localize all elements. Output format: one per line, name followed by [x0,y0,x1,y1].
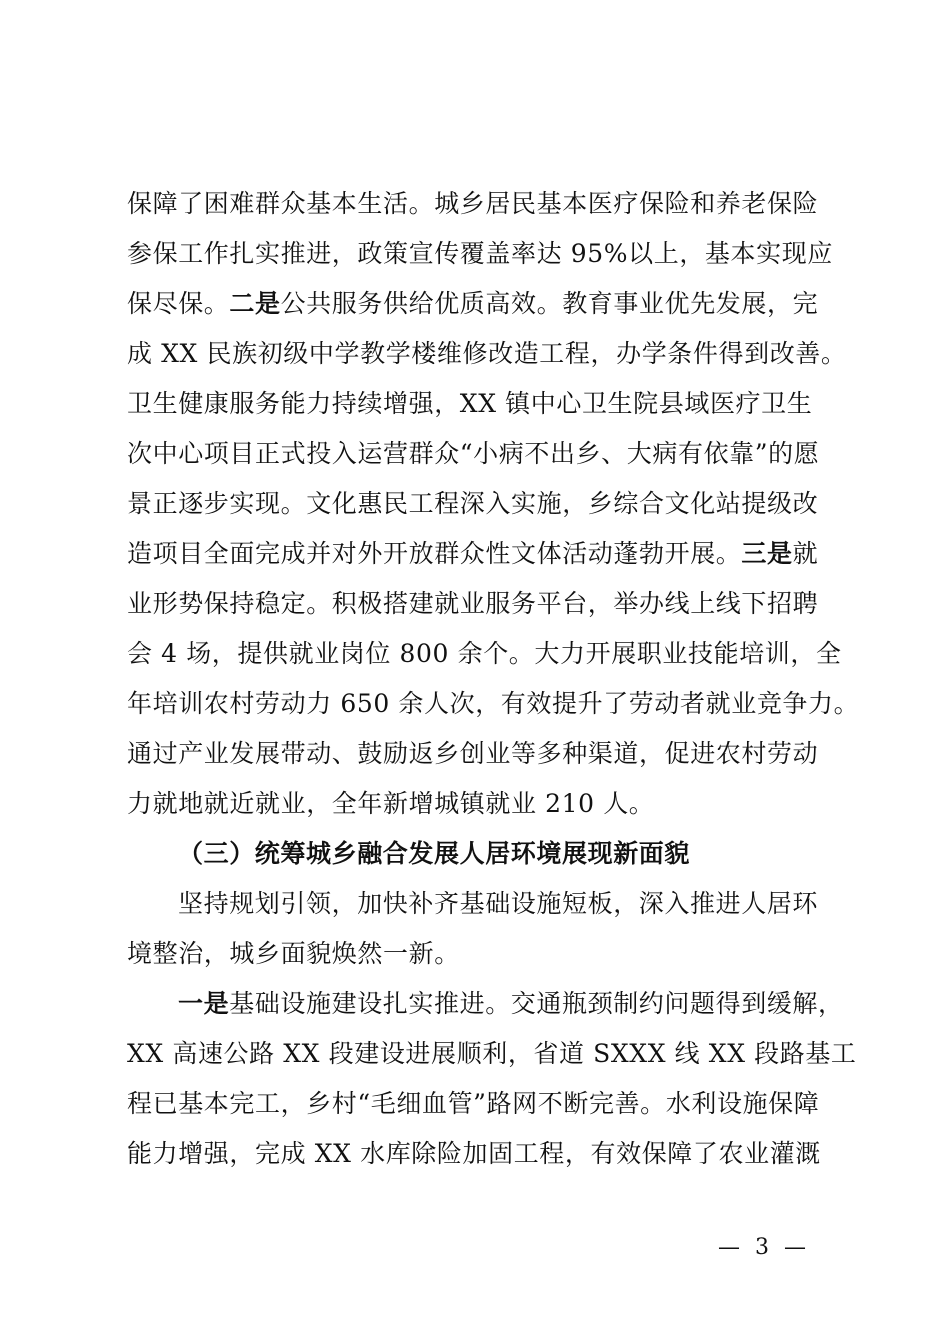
text-line [178,986,844,1022]
text-run: 保尽保。 [127,289,230,318]
emphasis-label: 一是 [178,989,230,1018]
text-line: 业形势保持稳定。积极搭建就业服务平台，举办线上线下招聘 [127,589,819,618]
text-run: 造项目全面完成并对外开放群众性文体活动蓬勃开展。 [127,539,742,568]
text-line: XX 高速公路 XX 段建设进展顺利，省道 SXXX 线 XX 段路基工 [127,1039,857,1068]
text-line: 卫生健康服务能力持续增强，XX 镇中心卫生院县域医疗卫生 [127,389,813,418]
text-line: 景正逐步实现。文化惠民工程深入实施，乡综合文化站提级改 [127,489,819,518]
text-line: 成 XX 民族初级中学教学楼维修改造工程，办学条件得到改善。 [127,339,847,368]
text-line: 次中心项目正式投入运营群众“小病不出乡、大病有依靠”的愿 [127,439,820,468]
text-line: 程已基本完工，乡村“毛细血管”路网不断完善。水利设施保障 [127,1089,820,1118]
text-run: 就 [792,539,819,568]
text-line: 保障了困难群众基本生活。城乡居民基本医疗保险和养老保险 [127,189,819,218]
text-line: 境整治，城乡面貌焕然一新。 [127,939,460,968]
text-line: 坚持规划引领，加快补齐基础设施短板，深入推进人居环 [178,889,819,918]
text-run: 基础设施建设扎实推进。交通瓶颈制约问题得到缓解， [229,989,844,1018]
text-line: 通过产业发展带动、鼓励返乡创业等多种渠道，促进农村劳动 [127,739,819,768]
text-line: 参保工作扎实推进，政策宣传覆盖率达 95%以上，基本实现应 [127,239,833,268]
emphasis-label: 二是 [229,289,281,318]
text-line [127,536,818,572]
page-number: — 3 — [718,1235,810,1260]
text-line: 能力增强，完成 XX 水库除险加固工程，有效保障了农业灌溉 [127,1139,821,1168]
section-heading: （三）统筹城乡融合发展人居环境展现新面貌 [178,839,691,868]
text-run: 公共服务供给优质高效。教育事业优先发展，完 [280,289,819,318]
emphasis-label: 三是 [741,539,793,568]
text-line: 会 4 场，提供就业岗位 800 余个。大力开展职业技能培训，全 [127,639,842,668]
text-line [127,286,818,322]
text-line: 力就地就近就业，全年新增城镇就业 210 人。 [127,789,655,818]
text-line: 年培训农村劳动力 650 余人次，有效提升了劳动者就业竞争力。 [127,689,860,718]
